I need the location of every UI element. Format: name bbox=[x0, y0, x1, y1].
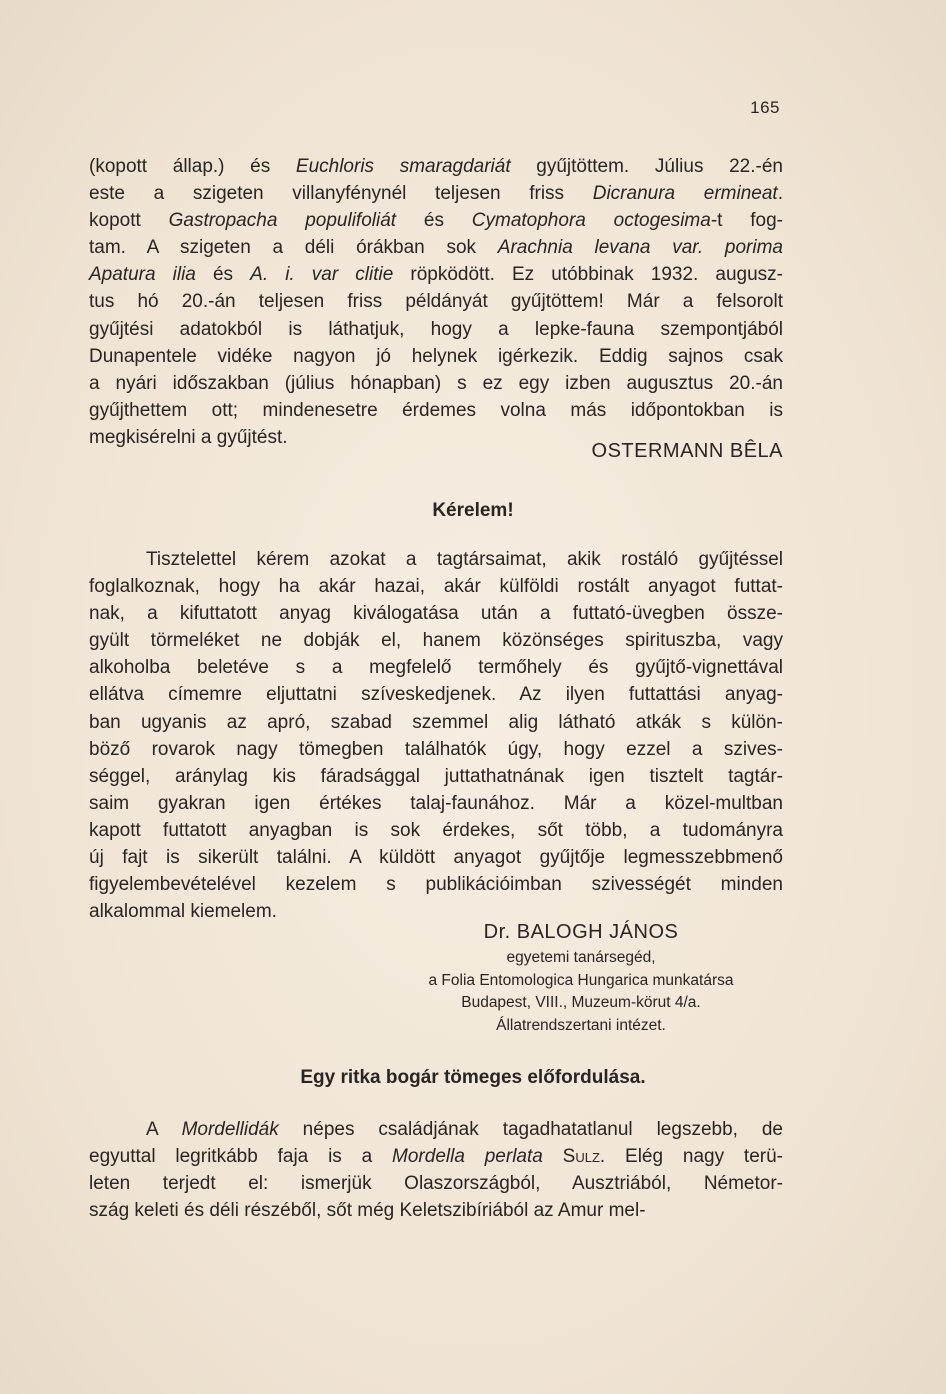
text-run: figyelembevételével kezelem s publikációimban szivességét minden bbox=[89, 874, 783, 896]
text-run: kapott futtatott anyagban is sok érdekes, sőt több, a tudományra bbox=[89, 819, 783, 841]
italic-term: A. i. var clitie bbox=[250, 264, 394, 286]
text-line bbox=[89, 844, 783, 871]
italic-term: Euchloris smaragdariát bbox=[295, 156, 511, 177]
text-line bbox=[89, 1116, 783, 1143]
text-run: alkoholba beletéve s a megfelelő termőhely és gyűjtő-vignettával bbox=[89, 657, 783, 679]
affiliation-line: egyetemi tanársegéd, bbox=[506, 949, 656, 966]
text-line bbox=[89, 709, 783, 736]
text-run: Tisztelettel kérem azokat a tagtársaimat, akik rostáló gyűjtéssel bbox=[146, 549, 783, 570]
text-line bbox=[89, 1170, 783, 1197]
text-run: gyült törmeléket ne dobják el, hanem közönséges spirituszba, vagy bbox=[89, 630, 783, 652]
text-line bbox=[89, 343, 783, 370]
text-run: . Elég nagy terü- bbox=[599, 1146, 783, 1168]
text-run: séggel, aránylag kis fáradsággal juttathatnának igen tisztelt tagtár- bbox=[89, 765, 783, 787]
text-line bbox=[89, 207, 783, 234]
author-credit-block bbox=[380, 917, 782, 1037]
text-run: szág keleti és déli részéből, sőt még Keletszibíriából az Amur mel- bbox=[89, 1200, 646, 1222]
text-line bbox=[89, 763, 783, 790]
text-run: kopott bbox=[89, 210, 169, 232]
text-line bbox=[89, 654, 783, 681]
text-run: röpködött. Ez utóbbinak 1932. augusz- bbox=[393, 264, 783, 286]
text-line bbox=[89, 261, 783, 288]
text-line bbox=[89, 1197, 783, 1224]
text-run: Dunapentele vidéke nagyon jó helynek igérkezik. Eddig sajnos csak bbox=[89, 345, 783, 367]
text-run: Sulz bbox=[562, 1146, 600, 1168]
text-run: alkalommal kiemelem. bbox=[89, 901, 277, 923]
text-run: foglalkoznak, hogy ha akár hazai, akár külföldi rostált anyagot futtat- bbox=[89, 576, 783, 598]
text-run bbox=[543, 1146, 563, 1167]
affiliation-line: Állatrendszertani intézet. bbox=[496, 1016, 666, 1034]
text-line bbox=[89, 316, 783, 343]
request-body-text bbox=[89, 546, 783, 925]
author-name: Dr. BALOGH JÁNOS bbox=[483, 921, 679, 943]
text-line bbox=[89, 370, 783, 397]
italic-term: Cymatophora octogesima bbox=[471, 210, 711, 232]
text-line bbox=[89, 871, 783, 898]
italic-term: Dicranura ermineat bbox=[592, 183, 778, 205]
text-line bbox=[89, 546, 783, 573]
text-line bbox=[89, 288, 783, 315]
text-run: a nyári időszakban (július hónapban) s ez egy izben augusztus 20.-án bbox=[89, 372, 783, 394]
text-run: gyűjtöttem. Július 22.-én bbox=[510, 156, 783, 177]
text-line bbox=[89, 1143, 783, 1170]
section-heading-kerelem: Kérelem! bbox=[432, 500, 514, 521]
text-line bbox=[89, 153, 783, 180]
text-run: saim gyakran igen értékes talaj-faunához. Már a közel-multban bbox=[89, 792, 783, 814]
affiliation-line: Budapest, VIII., Muzeum-körut 4/a. bbox=[461, 994, 701, 1011]
text-run: és bbox=[396, 210, 472, 232]
text-run: ellátva címemre eljuttatni szíveskedjenek. Az ilyen futtattási anyag- bbox=[89, 684, 783, 706]
text-line bbox=[89, 627, 783, 654]
italic-term: Arachnia levana var. porima bbox=[497, 237, 783, 259]
text-run: egyuttal legritkább faja is a bbox=[89, 1146, 393, 1168]
text-run: A bbox=[146, 1119, 182, 1140]
text-line bbox=[89, 681, 783, 708]
italic-term: Mordellidák bbox=[181, 1119, 279, 1140]
text-run: böző rovarok nagy tömegben találhatók úgy, hogy ezzel a szives- bbox=[89, 738, 783, 760]
text-run: tus hó 20.-án teljesen friss példányát gyűjtöttem! Már a felsorolt bbox=[89, 291, 783, 313]
text-line bbox=[89, 600, 783, 627]
text-run: és bbox=[195, 264, 251, 286]
italic-term: Gastropacha populifoliát bbox=[168, 210, 397, 232]
text-run: gyűjtési adatokból is láthatjuk, hogy a lepke-fauna szempontjából bbox=[89, 318, 783, 340]
text-run: megkisérelni a gyűjtést. bbox=[89, 426, 288, 448]
text-run: leten terjedt el: ismerjük Olaszországból, Ausztriából, Németor- bbox=[89, 1173, 783, 1195]
text-line bbox=[89, 790, 783, 817]
text-line bbox=[89, 180, 783, 207]
text-run: népes családjának tagadhatatlanul legszebb, de bbox=[278, 1119, 784, 1140]
text-line bbox=[89, 573, 783, 600]
text-run: gyűjthettem ott; mindenesetre érdemes volna más időpontokban is bbox=[89, 399, 783, 421]
author-affiliation bbox=[380, 947, 782, 1037]
italic-term: Mordella perlata bbox=[392, 1146, 543, 1168]
text-run: (kopott állap.) és bbox=[89, 156, 296, 177]
text-run: nak, a kifuttatott anyag kiválogatása után a futtató-üvegben össze- bbox=[89, 603, 783, 625]
text-run: . bbox=[777, 183, 783, 205]
text-run: este a szigeten villanyfénynél teljesen friss bbox=[89, 183, 593, 205]
text-run: tam. A szigeten a déli órákban sok bbox=[89, 237, 498, 259]
article-continuation-text bbox=[89, 153, 783, 451]
text-line bbox=[89, 397, 783, 424]
page-number: 165 bbox=[750, 98, 780, 117]
signature-ostermann: OSTERMANN BÊLA bbox=[591, 440, 783, 462]
text-run: -t fog- bbox=[710, 210, 783, 232]
italic-term: Apatura ilia bbox=[89, 264, 196, 286]
text-run: új fajt is sikerült találni. A küldött anyagot gyűjtője legmesszebbmenő bbox=[89, 847, 783, 869]
affiliation-line: a Folia Entomologica Hungarica munkatársa bbox=[428, 971, 734, 989]
text-run: ban ugyanis az apró, szabad szemmel alig látható atkák s külön- bbox=[89, 711, 783, 733]
rare-beetle-body-text bbox=[89, 1116, 783, 1224]
text-line bbox=[89, 736, 783, 763]
text-line bbox=[89, 234, 783, 261]
section-heading-rare-beetle: Egy ritka bogár tömeges előfordulása. bbox=[300, 1067, 646, 1088]
text-line bbox=[89, 817, 783, 844]
